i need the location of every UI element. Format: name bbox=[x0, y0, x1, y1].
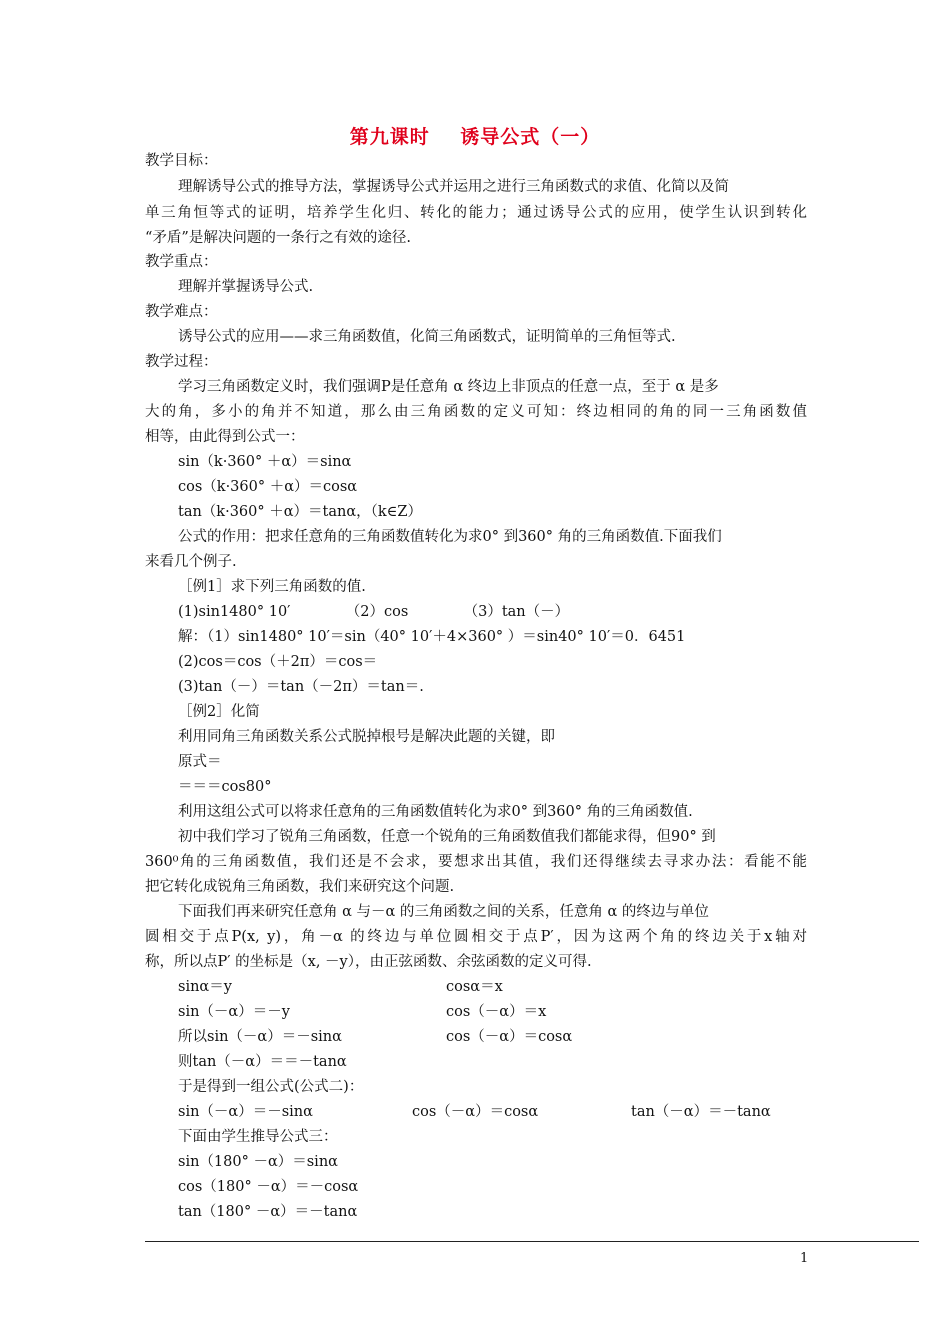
difficulty-line-1: 诱导公式的应用——求三角函数值，化简三角函数式，证明简单的三角恒等式. bbox=[178, 329, 676, 345]
derive-cos: cosα＝x bbox=[446, 979, 503, 995]
example2-line-2: 原式＝ bbox=[178, 754, 222, 770]
derive-then-tan: 则tan（－α）＝＝－tanα bbox=[178, 1054, 347, 1070]
formula1-tan: tan（k·360° ＋α）＝tanα，（k∈Z） bbox=[178, 504, 422, 520]
para4-line-1: 初中我们学习了锐角三角函数，任意一个锐角的三角函数值我们都能求得，但90° 到 bbox=[178, 829, 716, 845]
derive-sin: sinα＝y bbox=[178, 979, 232, 995]
formula1-sin: sin（k·360° ＋α）＝sinα bbox=[178, 454, 352, 470]
formula3-intro: 下面由学生推导公式三： bbox=[178, 1129, 338, 1145]
para2-line-2: 来看几个例子. bbox=[145, 554, 237, 570]
example1-solution-2: (2)cos＝cos（＋2π）＝cos＝ bbox=[178, 654, 378, 670]
para1-line-2: 大的角，多小的角并不知道，那么由三角函数的定义可知：终边相同的角的同一三角函数值 bbox=[145, 404, 807, 420]
key-heading: 教学重点： bbox=[145, 254, 218, 270]
example1-solution-3: (3)tan（－）＝tan（－2π）＝tan＝. bbox=[178, 679, 424, 695]
page-number: 1 bbox=[800, 1251, 809, 1266]
process-heading: 教学过程： bbox=[145, 354, 218, 370]
formula3-sin: sin（180° －α）＝sinα bbox=[178, 1154, 338, 1170]
example1-items: (1)sin1480° 10′ （2）cos （3）tan（－） bbox=[178, 604, 570, 620]
derive-so-sin: 所以sin（－α）＝－sinα bbox=[178, 1029, 342, 1045]
derive-cos-neg: cos（－α）＝x bbox=[446, 1004, 547, 1020]
goals-heading: 教学目标： bbox=[145, 153, 218, 169]
goals-line-2: 单三角恒等式的证明，培养学生化归、转化的能力；通过诱导公式的应用，使学生认识到转化 bbox=[145, 205, 807, 221]
derive-sin-neg: sin（－α）＝－y bbox=[178, 1004, 290, 1020]
para4-line-2: 360⁰角的三角函数值，我们还是不会求，要想求出其值，我们还得继续去寻求办法：看能不能 bbox=[145, 854, 807, 870]
formula3-tan: tan（180° －α）＝－tanα bbox=[178, 1204, 358, 1220]
difficulty-heading: 教学难点： bbox=[145, 304, 218, 320]
goals-line-1: 理解诱导公式的推导方法，掌握诱导公式并运用之进行三角函数式的求值、化简以及简 bbox=[178, 179, 729, 195]
example2-title: ［例2］化简 bbox=[178, 704, 260, 720]
formula2-sin: sin（－α）＝－sinα bbox=[178, 1104, 313, 1120]
para3-line-1: 利用这组公式可以将求任意角的三角函数值转化为求0° 到360° 角的三角函数值. bbox=[178, 804, 693, 820]
derive-so-cos: cos（－α）＝cosα bbox=[446, 1029, 573, 1045]
para5-line-1: 下面我们再来研究任意角 α 与－α 的三角函数之间的关系，任意角 α 的终边与单位 bbox=[178, 904, 709, 920]
key-line-1: 理解并掌握诱导公式. bbox=[178, 279, 314, 295]
para4-line-3: 把它转化成锐角三角函数，我们来研究这个问题. bbox=[145, 879, 455, 895]
footer-divider bbox=[145, 1241, 919, 1242]
page-title: 第九课时 诱导公式（一） bbox=[349, 126, 601, 148]
para5-line-2: 圆相交于点P(x, y)，角－α 的终边与单位圆相交于点P′，因为这两个角的终边关于x轴对 bbox=[145, 929, 807, 945]
goals-line-3: “矛盾”是解决问题的一条行之有效的途径. bbox=[145, 230, 411, 246]
para1-line-3: 相等，由此得到公式一： bbox=[145, 429, 305, 445]
formula2-tan: tan（－α）＝－tanα bbox=[631, 1104, 771, 1120]
formula1-cos: cos（k·360° ＋α）＝cosα bbox=[178, 479, 358, 495]
example1-title: ［例1］求下列三角函数的值. bbox=[178, 579, 366, 595]
example2-line-1: 利用同角三角函数关系公式脱掉根号是解决此题的关键，即 bbox=[178, 729, 555, 745]
para2-line-1: 公式的作用：把求任意角的三角函数值转化为求0° 到360° 角的三角函数值.下面我们 bbox=[178, 529, 722, 545]
formula2-intro: 于是得到一组公式(公式二)： bbox=[178, 1079, 364, 1095]
para5-line-3: 称，所以点P′ 的坐标是（x, －y），由正弦函数、余弦函数的定义可得. bbox=[145, 954, 592, 970]
para1-line-1: 学习三角函数定义时，我们强调P是任意角 α 终边上非顶点的任意一点，至于 α 是多 bbox=[178, 379, 719, 395]
example2-line-3: ＝＝＝cos80° bbox=[178, 779, 272, 795]
formula2-cos: cos（－α）＝cosα bbox=[412, 1104, 539, 1120]
formula3-cos: cos（180° －α）＝－cosα bbox=[178, 1179, 359, 1195]
example1-solution-1: 解：（1）sin1480° 10′＝sin（40° 10′＋4×360° ）＝sin40° 10′＝0．6451 bbox=[178, 629, 686, 645]
